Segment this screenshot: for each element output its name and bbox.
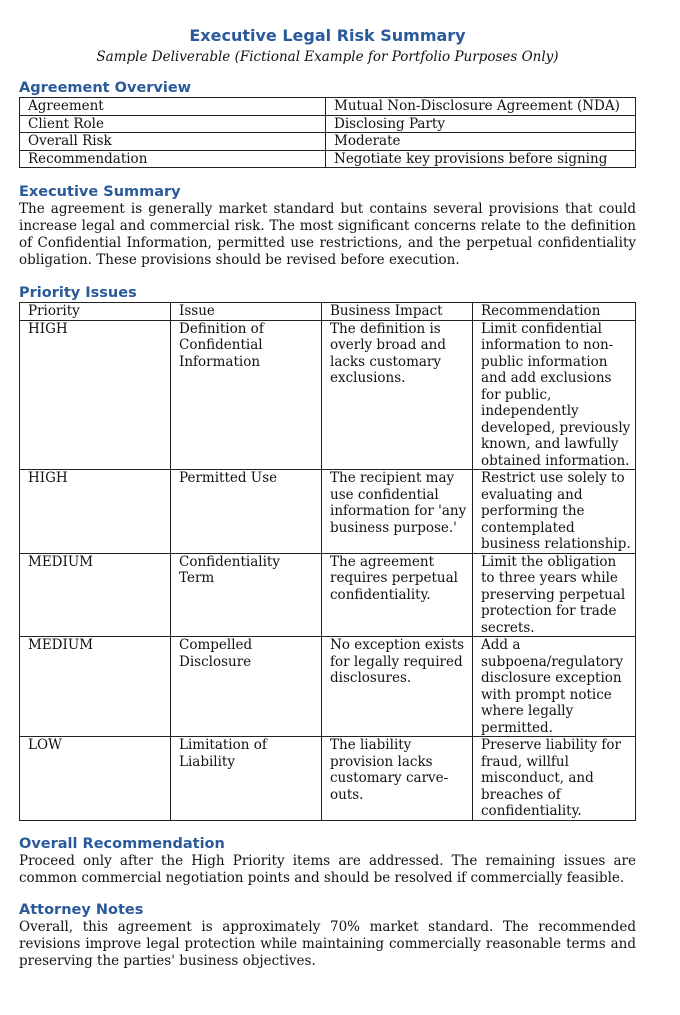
impact-cell: The liability provision lacks customary carve-outs.	[322, 737, 473, 821]
executive-summary-heading: Executive Summary	[19, 184, 181, 200]
column-header: Priority	[20, 303, 171, 321]
document-title: Executive Legal Risk Summary	[189, 26, 466, 45]
recommendation-cell: Restrict use solely to evaluating and performing the contemplated business relationship.	[473, 470, 636, 554]
table-row	[20, 553, 636, 637]
overview-value: Disclosing Party	[326, 115, 636, 133]
table-header-row	[20, 303, 636, 321]
overview-label: Overall Risk	[20, 133, 326, 151]
priority-issues-heading: Priority Issues	[19, 285, 137, 301]
impact-cell: No exception exists for legally required disclosures.	[322, 637, 473, 737]
executive-summary-text: The agreement is generally market standard but contains several provisions that could increase legal and commercial risk. The most significant concerns relate to the definition of Confidential Information, permitted use restrictions, and the perpetual confidentiality obligation. These provisions should be revised before execution.	[19, 201, 636, 268]
issue-cell: Compelled Disclosure	[171, 637, 322, 737]
column-header: Business Impact	[322, 303, 473, 321]
attorney-notes-text: Overall, this agreement is approximately 70% market standard. The recommended revisions improve legal protection while maintaining commercially reasonable terms and preserving the parties' business objectives.	[19, 918, 636, 969]
priority-cell: LOW	[20, 737, 171, 821]
priority-issues-table	[19, 302, 636, 821]
impact-cell: The definition is overly broad and lacks customary exclusions.	[322, 320, 473, 470]
issue-cell: Permitted Use	[171, 470, 322, 554]
document-subtitle: Sample Deliverable (Fictional Example for Portfolio Purposes Only)	[96, 49, 559, 65]
table-row	[20, 737, 636, 821]
overview-label: Recommendation	[20, 150, 326, 168]
recommendation-cell: Limit confidential information to non-public information and add exclusions for public, independently developed, previously known, and lawfully obtained information.	[473, 320, 636, 470]
overview-value: Moderate	[326, 133, 636, 151]
overview-value: Mutual Non-Disclosure Agreement (NDA)	[326, 98, 636, 116]
table-row	[20, 150, 636, 168]
attorney-notes-heading: Attorney Notes	[19, 901, 144, 918]
recommendation-cell: Limit the obligation to three years while preserving perpetual protection for trade secrets.	[473, 553, 636, 637]
issue-cell: Limitation of Liability	[171, 737, 322, 821]
table-row	[20, 133, 636, 151]
impact-cell: The recipient may use confidential information for 'any business purpose.'	[322, 470, 473, 554]
priority-cell: MEDIUM	[20, 553, 171, 637]
column-header: Issue	[171, 303, 322, 321]
table-row	[20, 115, 636, 133]
overall-recommendation-heading: Overall Recommendation	[19, 835, 225, 852]
impact-cell: The agreement requires perpetual confidentiality.	[322, 553, 473, 637]
agreement-overview-table	[19, 97, 636, 168]
agreement-overview-heading: Agreement Overview	[19, 80, 192, 96]
table-row	[20, 470, 636, 554]
overview-label: Client Role	[20, 115, 326, 133]
table-row	[20, 98, 636, 116]
overview-value: Negotiate key provisions before signing	[326, 150, 636, 168]
overview-label: Agreement	[20, 98, 326, 116]
priority-cell: HIGH	[20, 320, 171, 470]
recommendation-cell: Preserve liability for fraud, willful misconduct, and breaches of confidentiality.	[473, 737, 636, 821]
priority-cell: MEDIUM	[20, 637, 171, 737]
table-row	[20, 637, 636, 737]
overall-recommendation-text: Proceed only after the High Priority items are addressed. The remaining issues are common commercial negotiation points and should be resolved if commercially feasible.	[19, 852, 636, 886]
table-row	[20, 320, 636, 470]
column-header: Recommendation	[473, 303, 636, 321]
recommendation-cell: Add a subpoena/regulatory disclosure exception with prompt notice where legally permitted.	[473, 637, 636, 737]
issue-cell: Confidentiality Term	[171, 553, 322, 637]
priority-cell: HIGH	[20, 470, 171, 554]
issue-cell: Definition of Confidential Information	[171, 320, 322, 470]
document-page	[0, 26, 680, 1015]
